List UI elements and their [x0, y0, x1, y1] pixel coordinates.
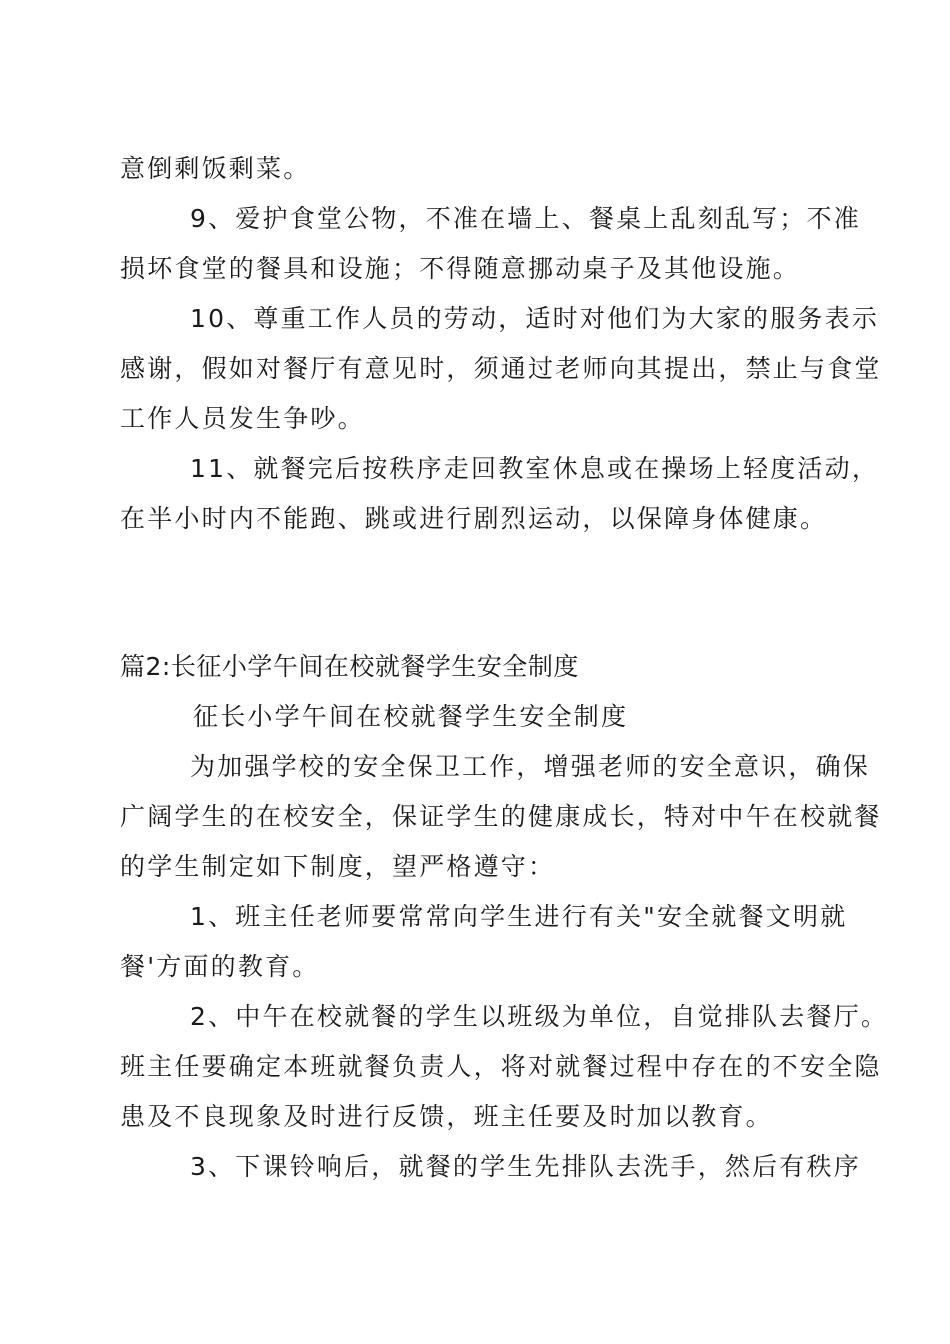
text-line: 3、下课铃响后，就餐的学生先排队去洗手，然后有秩序: [190, 1152, 861, 1181]
text-line: 损坏食堂的餐具和设施；不得随意挪动桌子及其他设施。: [120, 254, 801, 283]
text-line: 广阔学生的在校安全，保证学生的健康成长，特对中午在校就餐: [120, 802, 882, 831]
text-line: 10、尊重工作人员的劳动，适时对他们为大家的服务表示: [190, 304, 880, 333]
text-line: 11、就餐完后按秩序走回教室休息或在操场上轻度活动，: [190, 454, 880, 483]
text-line: 的学生制定如下制度，望严格遵守：: [120, 852, 556, 881]
section-heading: 篇2:长征小学午间在校就餐学生安全制度: [120, 652, 579, 681]
text-line: 9、爱护食堂公物，不准在墙上、餐桌上乱刻乱写；不准: [190, 204, 861, 233]
text-line: 为加强学校的安全保卫工作，增强老师的安全意识，确保: [190, 752, 871, 781]
text-line: 2、中午在校就餐的学生以班级为单位，自觉排队去餐厅。: [190, 1002, 889, 1031]
text-line: 在半小时内不能跑、跳或进行剧烈运动，以保障身体健康。: [120, 504, 828, 533]
text-line: 患及不良现象及时进行反馈，班主任要及时加以教育。: [120, 1102, 773, 1131]
text-line: 班主任要确定本班就餐负责人，将对就餐过程中存在的不安全隐: [120, 1052, 882, 1081]
text-line: 意倒剩饭剩菜。: [120, 154, 311, 183]
document-title: 征长小学午间在校就餐学生安全制度: [193, 702, 629, 731]
text-line: 1、班主任老师要常常向学生进行有关"安全就餐文明就: [190, 902, 848, 931]
text-line: 工作人员发生争吵。: [120, 404, 365, 433]
text-line: 感谢，假如对餐厅有意见时，须通过老师向其提出，禁止与食堂: [120, 354, 882, 383]
text-line: 餐'方面的教育。: [120, 952, 320, 981]
